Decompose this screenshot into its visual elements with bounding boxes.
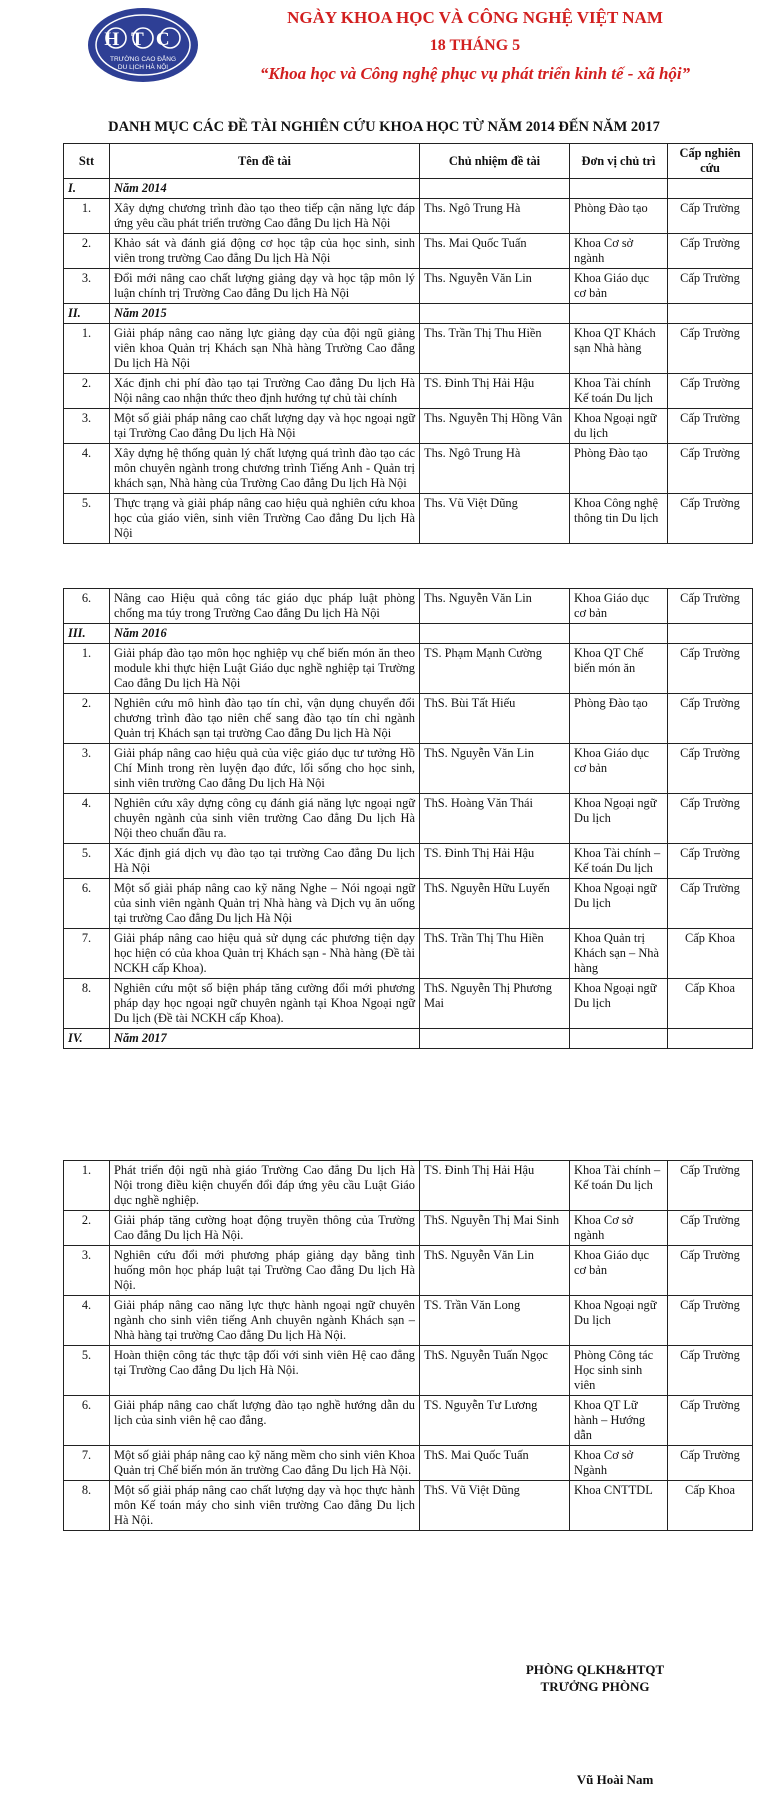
table-row [64,844,753,879]
row-lead: ThS. Nguyễn Hữu Luyến [420,879,570,929]
row-unit: Phòng Đào tạo [570,694,668,744]
table-row [64,234,753,269]
row-lead: ThS. Nguyễn Thị Phương Mai [420,979,570,1029]
row-lead: Ths. Mai Quốc Tuấn [420,234,570,269]
research-table-part-2 [63,588,753,1049]
row-stt: 7. [64,929,110,979]
row-level: Cấp Trường [668,269,753,304]
table-row [64,979,753,1029]
row-stt: 5. [64,494,110,544]
row-title: Xác định chi phí đào tạo tại Trường Cao đẳng Du lịch Hà Nội nâng cao nhận thức theo định hướng tự chủ tài chính [110,374,420,409]
row-unit: Khoa Tài chính – Kế toán Du lịch [570,1161,668,1211]
row-title: Một số giải pháp nâng cao chất lượng dạy và học ngoại ngữ tại Trường Cao đẳng Du lịch Hà Nội [110,409,420,444]
row-lead: TS. Đinh Thị Hải Hậu [420,1161,570,1211]
row-unit: Khoa CNTTDL [570,1481,668,1531]
section-roman: IV. [64,1029,110,1049]
row-stt: 4. [64,794,110,844]
row-lead: TS. Đinh Thị Hải Hậu [420,844,570,879]
row-stt: 2. [64,234,110,269]
signature-role: TRƯỞNG PHÒNG [540,1679,650,1694]
table-row [64,879,753,929]
section-year: Năm 2015 [110,304,420,324]
table-row [64,794,753,844]
col-unit: Đơn vị chủ trì [570,144,668,179]
row-title: Giải pháp nâng cao chất lượng đào tạo nghề hướng dẫn du lịch của sinh viên hệ cao đẳng. [110,1396,420,1446]
table-row [64,1211,753,1246]
row-unit: Khoa Ngoại ngữ Du lịch [570,794,668,844]
logo-subtext-2: DU LỊCH HÀ NỘI [117,64,169,71]
row-title: Xác định giá dịch vụ đào tạo tại trường Cao đẳng Du lịch Hà Nội [110,844,420,879]
row-title: Nghiên cứu mô hình đào tạo tín chỉ, vận dụng chuyển đổi chương trình đào tạo niên chế sang đào tạo tín chỉ ngành Quản trị Khách sạn tại trường Cao đẳng Du lịch Hà Nội [110,694,420,744]
row-level: Cấp Khoa [668,979,753,1029]
row-stt: 6. [64,879,110,929]
row-title: Giải pháp nâng cao năng lực giảng dạy của đội ngũ giảng viên khoa Quản trị Khách sạn Nhà hàng Trường Cao đẳng Du lịch Hà Nội [110,324,420,374]
table-row [64,374,753,409]
row-stt: 1. [64,199,110,234]
row-stt: 8. [64,979,110,1029]
row-level: Cấp Trường [668,1211,753,1246]
row-level: Cấp Trường [668,1161,753,1211]
row-level: Cấp Trường [668,794,753,844]
row-lead: TS. Phạm Mạnh Cường [420,644,570,694]
logo-subtext-1: TRƯỜNG CAO ĐẲNG [109,56,177,63]
row-unit: Phòng Công tác Học sinh sinh viên [570,1346,668,1396]
section-row-2017 [64,1029,753,1049]
row-unit: Khoa QT Khách sạn Nhà hàng [570,324,668,374]
col-lead: Chủ nhiệm đề tài [420,144,570,179]
table-row [64,409,753,444]
row-lead: ThS. Trần Thị Thu Hiền [420,929,570,979]
row-level: Cấp Trường [668,374,753,409]
row-lead: ThS. Nguyễn Văn Lin [420,1246,570,1296]
row-unit: Khoa Giáo dục cơ bản [570,744,668,794]
row-stt: 3. [64,269,110,304]
table-row [64,444,753,494]
section-year: Năm 2016 [110,624,420,644]
row-level: Cấp Trường [668,744,753,794]
row-stt: 5. [64,1346,110,1396]
section-row-2016 [64,624,753,644]
row-level: Cấp Trường [668,494,753,544]
row-title: Khảo sát và đánh giá động cơ học tập của học sinh, sinh viên trong trường Cao đẳng Du lịch Hà Nội [110,234,420,269]
row-unit: Khoa Công nghệ thông tin Du lịch [570,494,668,544]
row-stt: 1. [64,324,110,374]
row-lead: Ths. Nguyễn Văn Lin [420,269,570,304]
row-unit: Khoa Ngoại ngữ Du lịch [570,979,668,1029]
section-year: Năm 2017 [110,1029,420,1049]
row-lead: ThS. Nguyễn Tuấn Ngọc [420,1346,570,1396]
row-lead: ThS. Nguyễn Văn Lin [420,744,570,794]
row-stt: 1. [64,1161,110,1211]
row-lead: Ths. Ngô Trung Hà [420,444,570,494]
table-row [64,1446,753,1481]
table-row [64,324,753,374]
header-line-1: NGÀY KHOA HỌC VÀ CÔNG NGHỆ VIỆT NAM [287,8,663,27]
row-stt: 3. [64,409,110,444]
row-lead: Ths. Ngô Trung Hà [420,199,570,234]
row-lead: ThS. Nguyễn Thị Mai Sinh [420,1211,570,1246]
row-lead: TS. Đinh Thị Hải Hậu [420,374,570,409]
row-title: Một số giải pháp nâng cao kỹ năng Nghe – Nói ngoại ngữ của sinh viên ngành Quản trị Nhà hàng và Dịch vụ ăn uống tại trường Cao đẳng Du lịch Hà Nội [110,879,420,929]
row-unit: Phòng Đào tạo [570,199,668,234]
col-stt: Stt [64,144,110,179]
row-title: Một số giải pháp nâng cao kỹ năng mềm cho sinh viên Khoa Quản trị Chế biến món ăn trường Cao đẳng Du lịch Hà Nội. [110,1446,420,1481]
row-unit: Khoa Cơ sở ngành [570,1211,668,1246]
row-stt: 2. [64,1211,110,1246]
col-level: Cấp nghiên cứu [668,144,753,179]
row-unit: Khoa Giáo dục cơ bản [570,589,668,624]
row-unit: Khoa Giáo dục cơ bản [570,269,668,304]
section-roman: III. [64,624,110,644]
section-row-2014 [64,179,753,199]
row-lead: ThS. Bùi Tất Hiếu [420,694,570,744]
signature-dept: PHÒNG QLKH&HTQT [525,1662,665,1677]
logo-letter-h: HTC [104,29,182,50]
signature-name: Vũ Hoài Nam [576,1772,654,1787]
row-title: Xây dựng hệ thống quản lý chất lượng quá trình đào tạo các môn chuyên ngành trong chương trình Tiếng Anh - Quản trị khách sạn, Nhà hàng của Trường Cao đẳng Du lịch Hà Nội [110,444,420,494]
row-unit: Khoa Ngoại ngữ Du lịch [570,1296,668,1346]
row-unit: Khoa Quản trị Khách sạn – Nhà hàng [570,929,668,979]
row-lead: Ths. Vũ Việt Dũng [420,494,570,544]
row-stt: 6. [64,589,110,624]
row-title: Phát triển đội ngũ nhà giáo Trường Cao đẳng Du lịch Hà Nội trong điều kiện chuyển đổi đáp ứng yêu cầu Luật Giáo dục nghề nghiệp. [110,1161,420,1211]
table-row [64,199,753,234]
row-unit: Khoa Ngoại ngữ Du lịch [570,879,668,929]
row-unit: Khoa Ngoại ngữ du lịch [570,409,668,444]
row-unit: Khoa Tài chính Kế toán Du lịch [570,374,668,409]
table-row [64,744,753,794]
section-roman: II. [64,304,110,324]
row-title: Giải pháp tăng cường hoạt động truyền thông của Trường Cao đẳng Du lịch Hà Nội. [110,1211,420,1246]
row-title: Giải pháp nâng cao năng lực thực hành ngoại ngữ chuyên ngành cho sinh viên tiếng Anh chuyên ngành Khách sạn – Nhà hàng tại trường Cao đẳng Du lịch Hà Nội. [110,1296,420,1346]
row-title: Thực trạng và giải pháp nâng cao hiệu quả nghiên cứu khoa học của giáo viên, sinh viên Trường Cao đẳng Du lịch Hà Nội [110,494,420,544]
row-title: Đổi mới nâng cao chất lượng giảng dạy và học tập môn lý luận chính trị Trường Cao đẳng Du lịch Hà Nội [110,269,420,304]
table-row [64,1161,753,1211]
table-row [64,589,753,624]
row-unit: Khoa QT Lữ hành – Hướng dẫn [570,1396,668,1446]
table-row [64,1481,753,1531]
row-title: Nghiên cứu xây dựng công cụ đánh giá năng lực ngoại ngữ chuyên ngành của sinh viên trường Cao đẳng Du lịch Hà Nội theo chuẩn đầu ra. [110,794,420,844]
header-line-2: 18 THÁNG 5 [429,37,521,54]
row-lead: ThS. Hoàng Văn Thái [420,794,570,844]
document-title: DANH MỤC CÁC ĐỀ TÀI NGHIÊN CỨU KHOA HỌC TỪ NĂM 2014 ĐẾN NĂM 2017 [108,119,660,135]
row-stt: 8. [64,1481,110,1531]
row-lead: Ths. Nguyễn Văn Lin [420,589,570,624]
row-lead: TS. Nguyễn Tư Lương [420,1396,570,1446]
row-title: Giải pháp đào tạo môn học nghiệp vụ chế biến món ăn theo module khi thực hiện Luật Giáo dục nghề nghiệp tại Trường Cao đẳng Du lịch Hà Nội [110,644,420,694]
row-level: Cấp Trường [668,1246,753,1296]
row-title: Giải pháp nâng cao hiệu quả của việc giáo dục tư tưởng Hồ Chí Minh trong rèn luyện đạo đức, lối sống cho học sinh, sinh viên trường Cao đẳng Du lịch Hà Nội [110,744,420,794]
header-slogan: “Khoa học và Công nghệ phục vụ phát triển kinh tế - xã hội” [259,64,691,83]
section-row-2015 [64,304,753,324]
row-unit: Khoa Tài chính – Kế toán Du lịch [570,844,668,879]
row-level: Cấp Trường [668,1396,753,1446]
row-title: Một số giải pháp nâng cao chất lượng dạy và học thực hành môn Kế toán máy cho sinh viên trường Cao đẳng Du lịch Hà Nội. [110,1481,420,1531]
row-unit: Khoa Giáo dục cơ bản [570,1246,668,1296]
table-row [64,1246,753,1296]
row-stt: 3. [64,744,110,794]
row-stt: 1. [64,644,110,694]
row-title: Hoàn thiện công tác thực tập đối với sinh viên Hệ cao đẳng tại Trường Cao đẳng Du lịch Hà Nội. [110,1346,420,1396]
section-roman: I. [64,179,110,199]
row-level: Cấp Khoa [668,929,753,979]
row-title: Giải pháp nâng cao hiệu quả sử dụng các phương tiện dạy học hiện có của khoa Quản trị Khách sạn - Nhà hàng (Đề tài NCKH cấp Khoa). [110,929,420,979]
research-table-part-1 [63,143,753,544]
row-level: Cấp Trường [668,844,753,879]
row-title: Xây dựng chương trình đào tạo theo tiếp cận năng lực đáp ứng yêu cầu phát triển trường Cao đẳng Du lịch Hà Nội [110,199,420,234]
table-row [64,644,753,694]
row-level: Cấp Trường [668,879,753,929]
table-row [64,1346,753,1396]
table-header-row [64,144,753,179]
research-table-part-3 [63,1160,753,1531]
row-title: Nghiên cứu đổi mới phương pháp giảng dạy bằng tình huống môn học pháp luật tại Trường Cao đẳng Du lịch Hà Nội. [110,1246,420,1296]
row-lead: Ths. Trần Thị Thu Hiền [420,324,570,374]
row-stt: 2. [64,694,110,744]
row-level: Cấp Trường [668,199,753,234]
row-unit: Khoa QT Chế biến món ăn [570,644,668,694]
row-level: Cấp Trường [668,589,753,624]
table-row [64,1396,753,1446]
row-stt: 6. [64,1396,110,1446]
row-lead: Ths. Nguyễn Thị Hồng Vân [420,409,570,444]
row-stt: 4. [64,1296,110,1346]
section-year: Năm 2014 [110,179,420,199]
row-lead: ThS. Vũ Việt Dũng [420,1481,570,1531]
row-title: Nghiên cứu một số biện pháp tăng cường đổi mới phương pháp dạy học ngoại ngữ chuyên ngành tại Khoa Ngoại ngữ Du lịch (Đề tài NCKH cấp Khoa). [110,979,420,1029]
row-level: Cấp Trường [668,694,753,744]
page-header [0,0,768,100]
row-stt: 7. [64,1446,110,1481]
table-row [64,269,753,304]
row-unit: Khoa Cơ sở Ngành [570,1446,668,1481]
table-row [64,494,753,544]
row-title: Nâng cao Hiệu quả công tác giáo dục pháp luật phòng chống ma túy trong Trường Cao đẳng Du lịch Hà Nội [110,589,420,624]
table-row [64,929,753,979]
row-level: Cấp Trường [668,1346,753,1396]
row-unit: Phòng Đào tạo [570,444,668,494]
htc-logo [86,6,200,84]
col-title: Tên đề tài [110,144,420,179]
row-lead: ThS. Mai Quốc Tuấn [420,1446,570,1481]
row-level: Cấp Trường [668,1296,753,1346]
table-row [64,1296,753,1346]
row-stt: 2. [64,374,110,409]
row-lead: TS. Trần Văn Long [420,1296,570,1346]
row-level: Cấp Trường [668,234,753,269]
row-level: Cấp Trường [668,409,753,444]
row-stt: 3. [64,1246,110,1296]
table-row [64,694,753,744]
row-level: Cấp Khoa [668,1481,753,1531]
row-unit: Khoa Cơ sở ngành [570,234,668,269]
row-level: Cấp Trường [668,444,753,494]
row-stt: 4. [64,444,110,494]
row-level: Cấp Trường [668,324,753,374]
row-level: Cấp Trường [668,644,753,694]
row-stt: 5. [64,844,110,879]
row-level: Cấp Trường [668,1446,753,1481]
